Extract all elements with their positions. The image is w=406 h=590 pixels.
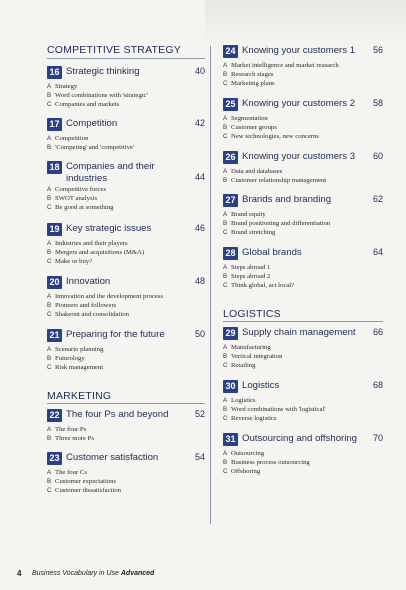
unit-subtopic: B Customer groups — [223, 123, 277, 131]
unit-number: 26 — [223, 151, 238, 164]
section-rule — [47, 403, 205, 404]
unit-subtopic: A Brand equity — [223, 211, 266, 218]
unit-page: 56 — [372, 45, 383, 55]
unit-subtopic: B Research stages — [223, 70, 274, 78]
unit-entry[interactable] — [223, 151, 383, 186]
section-title: COMPETITIVE STRATEGY — [47, 44, 181, 56]
unit-subtopic: B 'Competing' and 'competitive' — [47, 143, 135, 151]
unit-number: 27 — [223, 194, 238, 207]
unit-title: Innovation — [66, 276, 111, 287]
unit-title: Knowing your customers 2 — [242, 98, 356, 109]
section-rule — [47, 58, 205, 59]
unit-subtopic: A Logistics — [223, 397, 256, 404]
book-title-footer — [32, 570, 154, 577]
unit-entry[interactable] — [47, 276, 205, 319]
unit-page: 54 — [194, 452, 205, 462]
unit-subtopic: A Market intelligence and market research — [223, 62, 339, 69]
unit-subtopic: A Segmentation — [223, 115, 268, 122]
unit-page: 40 — [194, 66, 205, 76]
unit-title: Brands and branding — [242, 194, 332, 205]
unit-subtopic: C Make or buy? — [47, 257, 93, 265]
unit-subtopic: C Shakeout and consolidation — [47, 310, 129, 318]
unit-title: Key strategic issues — [66, 223, 152, 234]
unit-subtopic: A Competition — [47, 135, 89, 142]
unit-subtopic: B Business process outsourcing — [223, 458, 310, 466]
unit-page: 42 — [194, 118, 205, 128]
unit-title: Companies and their industries — [66, 161, 155, 184]
unit-subtopic: C Marketing plans — [223, 79, 275, 87]
unit-subtopic: C Companies and markets — [47, 100, 120, 108]
unit-title: Strategic thinking — [66, 66, 140, 77]
unit-number: 29 — [223, 327, 238, 340]
unit-subtopic: B Mergers and acquisitions (M&A) — [47, 248, 145, 256]
unit-subtopic: A The four Cs — [47, 469, 87, 476]
unit-subtopic: C Brand stretching — [223, 228, 276, 236]
unit-entry[interactable] — [223, 433, 383, 476]
unit-entry[interactable] — [47, 161, 205, 212]
unit-entry[interactable] — [47, 66, 205, 109]
section-title: LOGISTICS — [223, 308, 281, 320]
unit-subtopic: B SWOT analysis — [47, 194, 98, 202]
unit-subtopic: B Word combinations with 'strategic' — [47, 91, 148, 99]
unit-page: 44 — [194, 172, 205, 182]
unit-subtopic: B Customer expectations — [47, 477, 117, 485]
unit-entry[interactable] — [47, 329, 205, 372]
unit-subtopic: A Data and databases — [223, 168, 283, 175]
unit-subtopic: B Three more Ps — [47, 434, 94, 442]
unit-page: 58 — [372, 98, 383, 108]
unit-number: 21 — [47, 329, 62, 342]
book-level: Advanced — [120, 570, 155, 577]
unit-subtopic: C Reverse logistics — [223, 414, 277, 422]
unit-number: 25 — [223, 98, 238, 111]
unit-title: Knowing your customers 1 — [242, 45, 356, 56]
unit-title: Competition — [66, 118, 118, 129]
unit-subtopic: B Vertical integration — [223, 352, 283, 360]
unit-title: Preparing for the future — [66, 329, 165, 340]
unit-number: 18 — [47, 161, 62, 174]
unit-page: 48 — [194, 276, 205, 286]
unit-subtopic: C Think global, act local? — [223, 281, 295, 289]
unit-title: Outsourcing and offshoring — [242, 433, 358, 444]
unit-entry[interactable] — [47, 409, 205, 444]
unit-subtopic: C Risk management — [47, 363, 104, 371]
unit-subtopic: C Be good at something — [47, 203, 114, 211]
unit-subtopic: B Futurology — [47, 354, 85, 362]
unit-page: 46 — [194, 223, 205, 233]
unit-number: 28 — [223, 247, 238, 260]
unit-subtopic: A Innovation and the development process — [47, 293, 164, 300]
unit-entry[interactable] — [223, 194, 383, 237]
unit-subtopic: A Strategy — [47, 83, 78, 90]
unit-page: 66 — [372, 327, 383, 337]
unit-entry[interactable] — [223, 98, 383, 141]
unit-entry[interactable] — [47, 452, 205, 495]
page-shadow — [205, 0, 406, 46]
unit-title: Knowing your customers 3 — [242, 151, 356, 162]
unit-subtopic: A The four Ps — [47, 426, 87, 433]
page-number: 4 — [17, 569, 22, 578]
unit-entry[interactable] — [223, 45, 383, 88]
unit-page: 52 — [194, 409, 205, 419]
unit-number: 19 — [47, 223, 62, 236]
unit-entry[interactable] — [223, 380, 383, 423]
unit-title: The four Ps and beyond — [66, 409, 169, 420]
column-divider — [210, 46, 211, 524]
unit-subtopic: A Scenario planning — [47, 346, 104, 353]
unit-page: 50 — [194, 329, 205, 339]
unit-subtopic: B Customer relationship management — [223, 176, 327, 184]
unit-title: Logistics — [242, 380, 280, 391]
unit-title: Customer satisfaction — [66, 452, 159, 463]
unit-subtopic: A Outsourcing — [223, 450, 265, 457]
unit-subtopic: A Manufacturing — [223, 344, 271, 351]
book-title: Business Vocabulary in Use — [32, 570, 119, 577]
unit-subtopic: B Steps abroad 2 — [223, 272, 271, 280]
section-rule — [223, 321, 383, 322]
unit-entry[interactable] — [47, 223, 205, 266]
unit-entry[interactable] — [223, 247, 383, 290]
unit-subtopic: C Offshoring — [223, 467, 261, 475]
unit-number: 22 — [47, 409, 62, 422]
unit-subtopic: B Word combinations with 'logistical' — [223, 405, 326, 413]
unit-subtopic: A Competitive forces — [47, 186, 107, 193]
unit-number: 17 — [47, 118, 62, 131]
unit-number: 20 — [47, 276, 62, 289]
unit-subtopic: B Pioneers and followers — [47, 301, 117, 309]
unit-subtopic: C Customer dissatisfaction — [47, 486, 121, 494]
unit-number: 23 — [47, 452, 62, 465]
unit-subtopic: A Industries and their players — [47, 240, 128, 247]
unit-entry[interactable] — [223, 327, 383, 370]
unit-number: 31 — [223, 433, 238, 446]
unit-number: 24 — [223, 45, 238, 58]
unit-entry[interactable] — [47, 118, 205, 153]
unit-title: Supply chain management — [242, 327, 356, 338]
unit-subtopic: C New technologies, new concerns — [223, 132, 320, 140]
unit-page: 70 — [372, 433, 383, 443]
section-title: MARKETING — [47, 390, 112, 402]
unit-page: 60 — [372, 151, 383, 161]
unit-number: 16 — [47, 66, 62, 79]
unit-subtopic: B Brand positioning and differentiation — [223, 219, 331, 227]
unit-number: 30 — [223, 380, 238, 393]
unit-subtopic: C Retailing — [223, 361, 256, 369]
unit-title: Global brands — [242, 247, 302, 258]
unit-page: 64 — [372, 247, 383, 257]
unit-page: 62 — [372, 194, 383, 204]
unit-subtopic: A Steps abroad 1 — [223, 264, 271, 271]
unit-page: 68 — [372, 380, 383, 390]
